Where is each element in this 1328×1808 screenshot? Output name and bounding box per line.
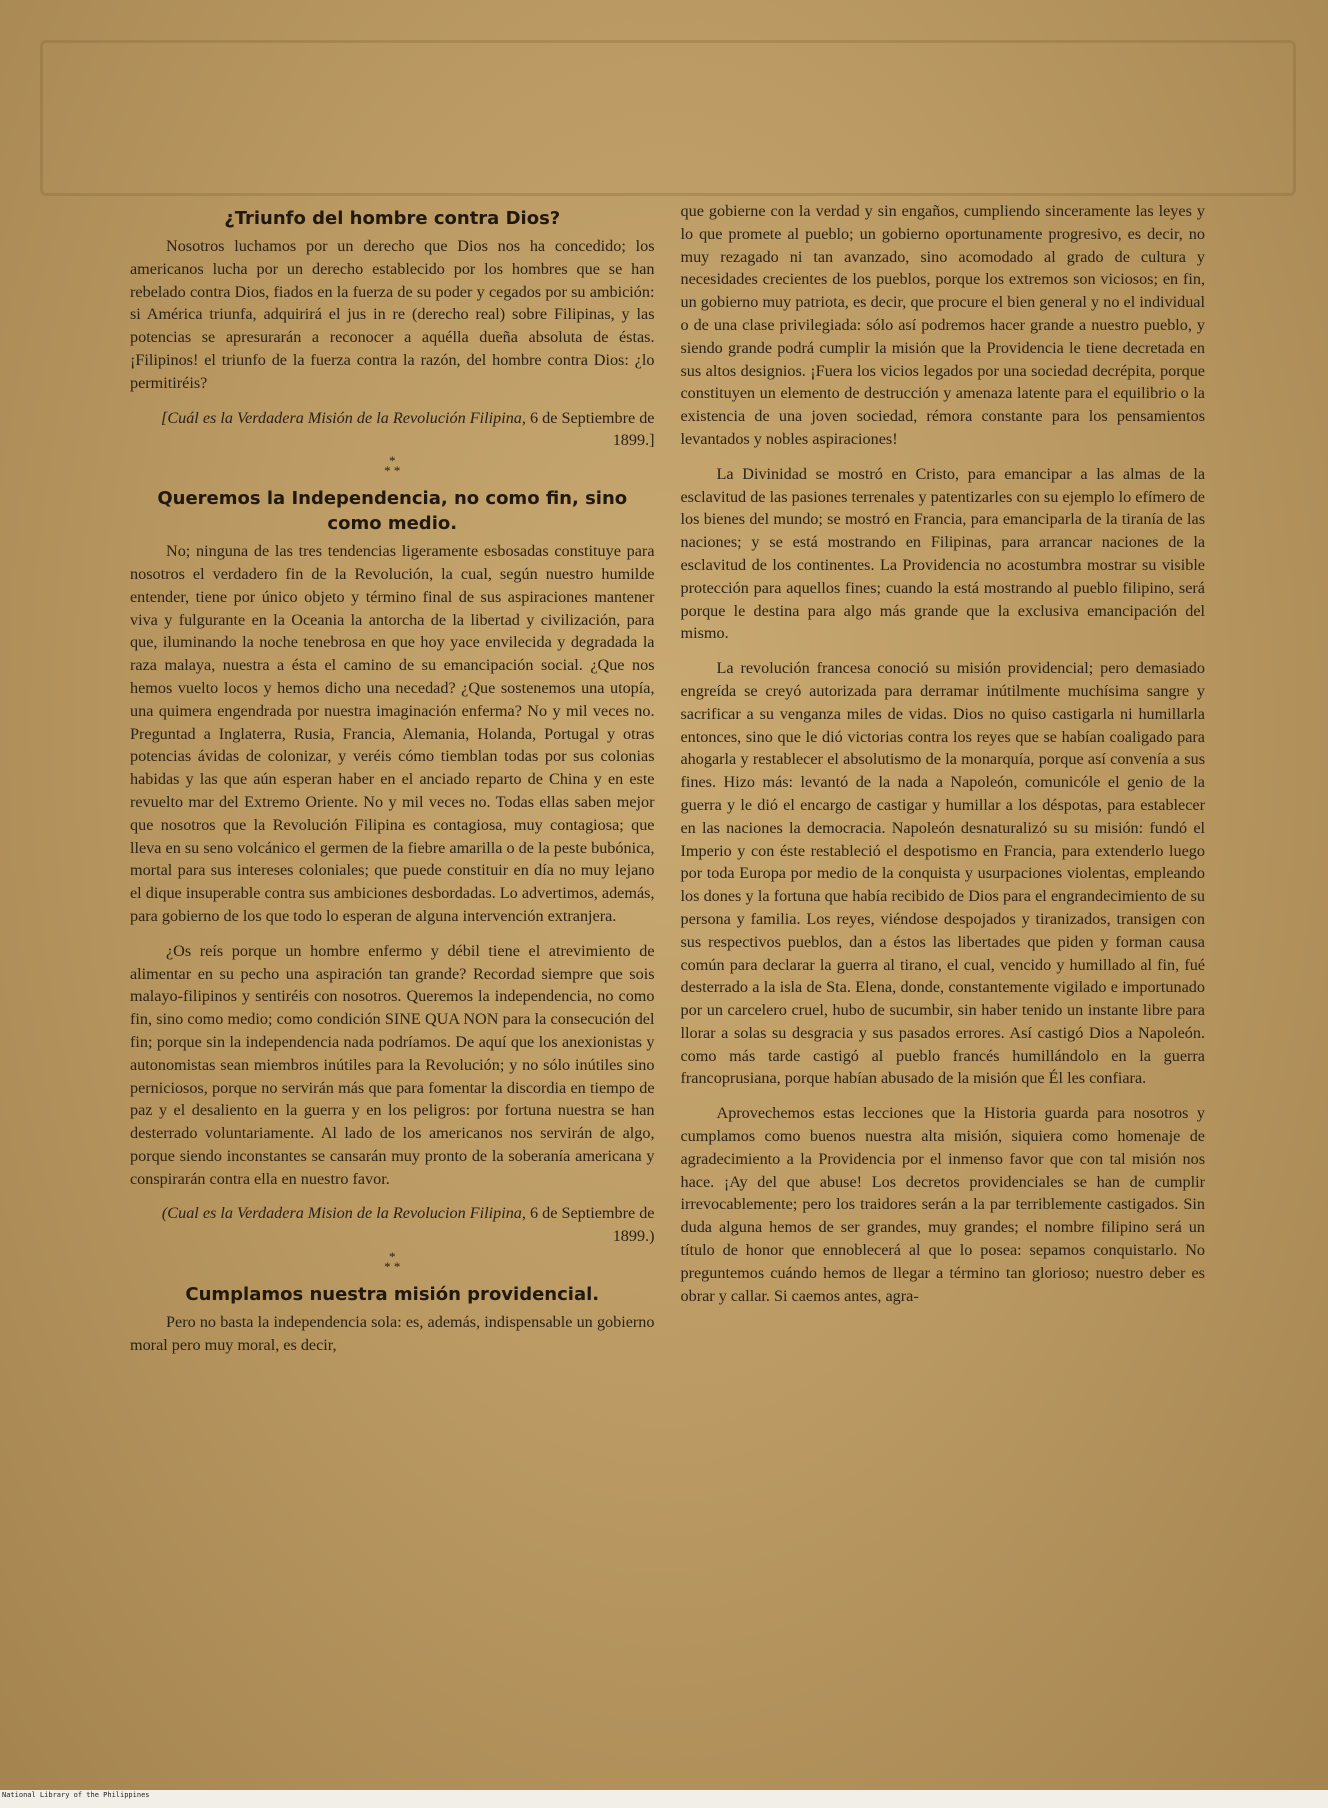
citation-source: [Cuál es la Verdadera Misión de la Revolución Filipina,: [161, 408, 526, 427]
citation-date: 6 de Septiembre de 1899.]: [529, 408, 655, 450]
paragraph: No; ninguna de las tres tendencias ligeramente esbosadas constituye para nosotros el verdadero fin de la Revolución, la cual, según nuestro humilde entender, tiene por único objeto y término final de sus aspiraciones mantener viva y fulgurante en la Oceania la antorcha de la libertad y civilización, para que, iluminando la noche tenebrosa en que hoy yace envilecida y degradada la raza malaya, nuestra a ésta el camino de su emancipación social. ¿Que nos hemos vuelto locos y hemos dicho una necedad? ¿Que sostenemos una utopía, una quimera engendrada por nuestra imaginación enferma? No y mil veces no. Preguntad a Inglaterra, Rusia, Francia, Alemania, Holanda, Portugal y otras potencias ávidas de colonizar, y veréis cómo tiemblan todas por sus colonias habidas y las que aún esperan haber en el anciado reparto de China y en este revuelto mar del Extremo Oriente. No y mil veces no. Todas ellas saben mejor que nosotros que la Revolución Filipina es contagiosa, muy contagiosa; que lleva en su seno volcánico el germen de la fiebre amarilla o de la peste bubónica, mortal para sus intereses coloniales; que puede constituir en día no muy lejano el dique insuperable contra sus ambiciones desbordadas. Lo advertimos, además, para gobierno de los que todo lo esperan de alguna intervención extranjera.: [130, 542, 655, 925]
citation-source: (Cual es la Verdadera Mision de la Revolucion Filipina,: [161, 1204, 526, 1223]
document-page: [130, 200, 1205, 1700]
citation-date: 6 de Septiembre de 1899.): [529, 1204, 655, 1246]
paragraph: La Divinidad se mostró en Cristo, para emancipar a las almas de la esclavitud de las pasiones terrenales y patentizarles con su ejemplo lo efímero de los bienes del mundo; se mostró en Francia, para emanciparla de la tiranía de las naciones; y se está mostrando en Filipinas, para arrancar naciones de la esclavitud de los continentes. La Providencia no acostumbra mostrar su visible protección para aquellos fines; cuando la está mostrando al pueblo filipino, será porque le destina para algo más grande que la exclusiva emancipación del mismo.: [680, 464, 1205, 643]
section-separator: * * *: [384, 453, 401, 479]
paragraph: La revolución francesa conoció su misión providencial; pero demasiado engreída se creyó autorizada para derramar inútilmente muchísima sangre y sacrificar a su venganza miles de vidas. Dios no quiso castigarla ni humillarla entonces, sino que le dió victorias contra los reyes que se habían coaligado para ahogarla y restablecer el absolutismo de la monarquía, porque así convenía a sus fines. Hizo más: levantó de la nada a Napoleón, comunicóle el genio de la guerra y le dió el encargo de castigar y humillar a los déspotas, para establecer en las naciones la democracia. Napoleón desnaturalizó su su misión: fundó el Imperio y con éste restableció el despotismo en Francia, para extenderlo luego por toda Europa por medio de la conquista y usurpaciones violentas, empleando los dones y la fortuna que había recibido de Dios para el engrandecimiento de su persona y familia. Los reyes, viéndose despojados y tiranizados, transigen con sus respectivos pueblos, dan a éstos las libertades que piden y forman causa común para declarar la guerra al tirano, el cual, vencido y humillado al fin, fué desterrado a la isla de Sta. Elena, donde, constantemente vigilado e importunado por un carcelero cruel, hubo de sucumbir, sin haber tenido un instante libre para llorar a solas su desgracia y sus pasados errores. Así castigó Dios a Napoleón. como más tarde castigó al pueblo francés humillándolo en la guerra francoprusiana, porque habían abusado de la misión que Él les confiara.: [680, 659, 1205, 1088]
library-footer: National Library of the Philippines: [0, 1790, 1328, 1808]
citation-1: [130, 407, 655, 453]
paragraph: que gobierne con la verdad y sin engaños, cumpliendo sinceramente las leyes y lo que promete al pueblo; un gobierno oportunamente progresivo, es decir, no muy rezagado ni tan avanzado, sino acomodado al grado de cultura y necesidades crecientes de los pueblos, porque los extremos son viciosos; en fin, un gobierno muy patriota, es decir, que procure el bien general y no el individual o de una clase privilegiada: sólo así podremos hacer grande a nuestro pueblo, y siendo grande podrá cumplir la misión que la Providencia le tiene decretada en sus altos designios. ¡Fuera los vicios legados por una sociedad decrépita, porque constituyen un elemento de destrucción y amenaza latente para el equilibrio o la existencia de una joven sociedad, rémora constante para los pensamientos levantados y nobles aspiraciones!: [680, 202, 1205, 448]
section-separator: * * *: [384, 1249, 401, 1275]
section-title-1: ¿Triunfo del hombre contra Dios?: [224, 208, 561, 229]
paragraph: Nosotros luchamos por un derecho que Dios nos ha concedido; los americanos lucha por un derecho establecido por los hombres que se han rebelado contra Dios, fiados en la fuerza de su poder y cegados por su ambición: si América triunfa, adquirirá el jus in re (derecho real) sobre Filipinas, y las potencias se apresurarán a reconocer a aquélla dueña absoluta de éstas. ¡Filipinos! el triunfo de la fuerza contra la razón, del hombre contra Dios: ¿lo permitiréis?: [130, 237, 655, 392]
paragraph: ¿Os reís porque un hombre enfermo y débil tiene el atrevimiento de alimentar en su pecho una aspiración tan grande? Recordad siempre que sois malayo-filipinos y sentiréis con nosotros. Queremos la independencia, no como fin, sino como medio; como condición SINE QUA NON para la consecución del fin; porque sin la independencia nada podríamos. De aquí que los anexionistas y autonomistas sean miembros inútiles para la Revolución; y no sólo inútiles sino perniciosos, porque no servirán más que para fomentar la discordia en tiempo de paz y el desaliento en la guerra y en los peligros: por fortuna nuestra se han desterrado voluntariamente. Al lado de los americanos nos servirán de algo, porque siendo inconstantes se cansarán muy pronto de la soberanía americana y conspirarán contra ella en nuestro favor.: [130, 941, 655, 1188]
citation-2: [130, 1202, 655, 1248]
paragraph: Aprovechemos estas lecciones que la Historia guarda para nosotros y cumplamos como buenos nuestra alta misión, siquiera como homenaje de agradecimiento a la Providencia por el inmenso favor que con tal misión nos hace. ¡Ay del que abuse! Los decretos providenciales se han de cumplir irrevocablemente; pero los traidores serán a la par terriblemente castigados. Sin duda alguna hemos de ser grandes, muy grandes; el nombre filipino será un título de honor que ennoblecerá al que lo posea: sepamos conquistarlo. No preguntemos cuándo hemos de llegar a término tan glorioso; nuestro deber es obrar y callar. Si caemos antes, agra-: [680, 1104, 1205, 1305]
decorative-frame: [40, 40, 1296, 196]
right-column: [681, 200, 1206, 1700]
section-title-2: Queremos la Independencia, no como fin, sino como medio.: [157, 488, 628, 535]
paragraph: Pero no basta la independencia sola: es, además, indispensable un gobierno moral pero muy moral, es decir,: [130, 1313, 655, 1354]
left-column: [130, 200, 655, 1700]
section-title-3: Cumplamos nuestra misión providencial.: [185, 1284, 600, 1306]
